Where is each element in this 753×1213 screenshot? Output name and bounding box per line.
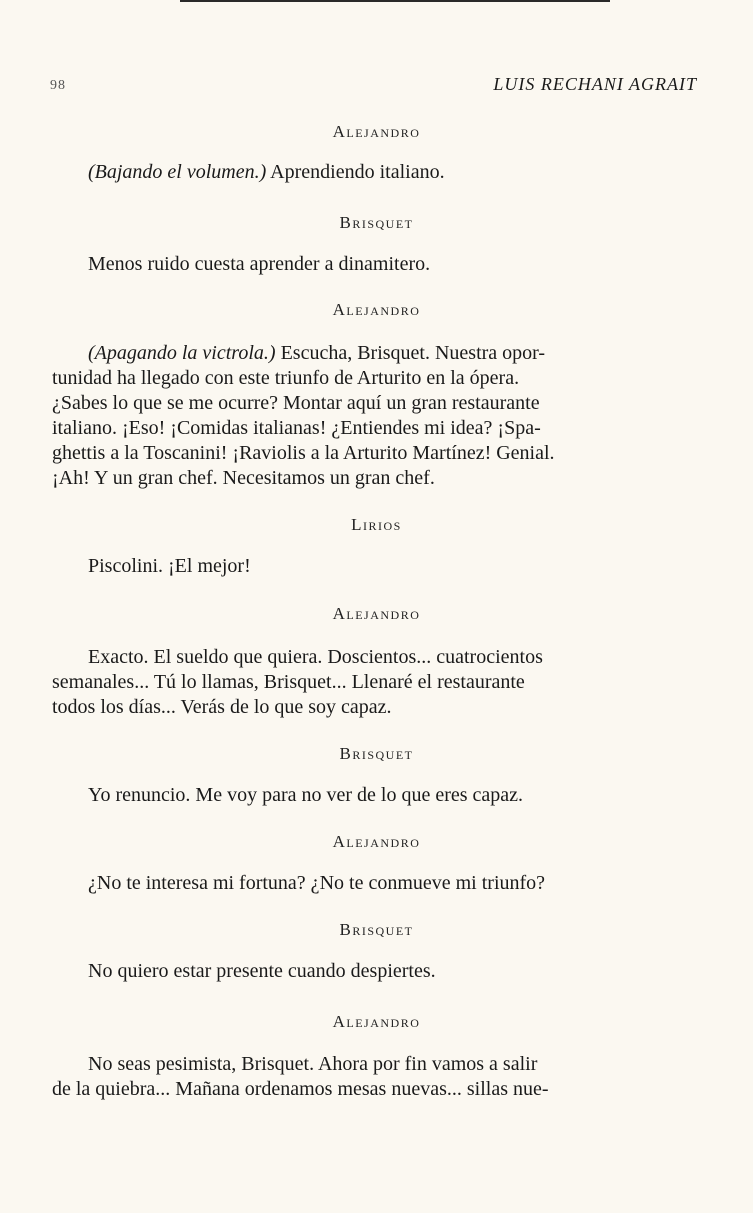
speaker-name: Alejandro — [332, 1012, 421, 1031]
dialogue-line: No quiero estar presente cuando despiertes. — [88, 960, 436, 982]
dialogue-line: ghettis a la Toscanini! ¡Raviolis a la Arturito Martínez! Genial. — [52, 442, 555, 464]
dialogue-text: Escucha, Brisquet. Nuestra opor- — [275, 342, 546, 364]
dialogue-line: tunidad ha llegado con este triunfo de Arturito en la ópera. — [52, 367, 520, 389]
dialogue-line: todos los días... Verás de lo que soy capaz. — [52, 696, 392, 718]
page-number: 98 — [50, 78, 66, 93]
dialogue-line: ¿Sabes lo que se me ocurre? Montar aquí un gran restaurante — [52, 392, 540, 414]
speaker-name: Brisquet — [339, 213, 414, 232]
dialogue-line: Menos ruido cuesta aprender a dinamitero. — [88, 253, 431, 275]
dialogue-line: Yo renuncio. Me voy para no ver de lo que eres capaz. — [88, 784, 524, 806]
dialogue-line: Piscolini. ¡El mejor! — [88, 555, 251, 577]
dialogue-line: italiano. ¡Eso! ¡Comidas italianas! ¿Entiendes mi idea? ¡Spa- — [52, 417, 541, 439]
dialogue-text: Aprendiendo italiano. — [266, 161, 445, 183]
speaker-name: Lirios — [351, 515, 402, 534]
speaker-name: Brisquet — [339, 744, 414, 763]
dialogue-line: ¿No te interesa mi fortuna? ¿No te conmueve mi triunfo? — [88, 872, 546, 894]
dialogue-line: No seas pesimista, Brisquet. Ahora por fin vamos a salir — [88, 1053, 538, 1075]
top-edge-rule — [180, 0, 610, 2]
speaker-name: Alejandro — [332, 604, 421, 623]
running-head: LUIS RECHANI AGRAIT — [493, 74, 697, 94]
speaker-name: Alejandro — [332, 832, 421, 851]
dialogue-line — [88, 160, 700, 185]
dialogue-line — [88, 341, 700, 366]
stage-direction: (Bajando el volumen.) — [88, 161, 267, 183]
dialogue-line: Exacto. El sueldo que quiera. Doscientos... cuatrocientos — [88, 646, 543, 668]
dialogue-line: de la quiebra... Mañana ordenamos mesas nuevas... sillas nue- — [52, 1078, 549, 1100]
speaker-name: Brisquet — [339, 920, 414, 939]
dialogue-line: ¡Ah! Y un gran chef. Necesitamos un gran chef. — [52, 467, 435, 489]
stage-direction: (Apagando la victrola.) — [88, 342, 276, 364]
speaker-name: Alejandro — [332, 122, 421, 141]
speaker-name: Alejandro — [332, 300, 421, 319]
dialogue-line: semanales... Tú lo llamas, Brisquet... Llenaré el restaurante — [52, 671, 525, 693]
